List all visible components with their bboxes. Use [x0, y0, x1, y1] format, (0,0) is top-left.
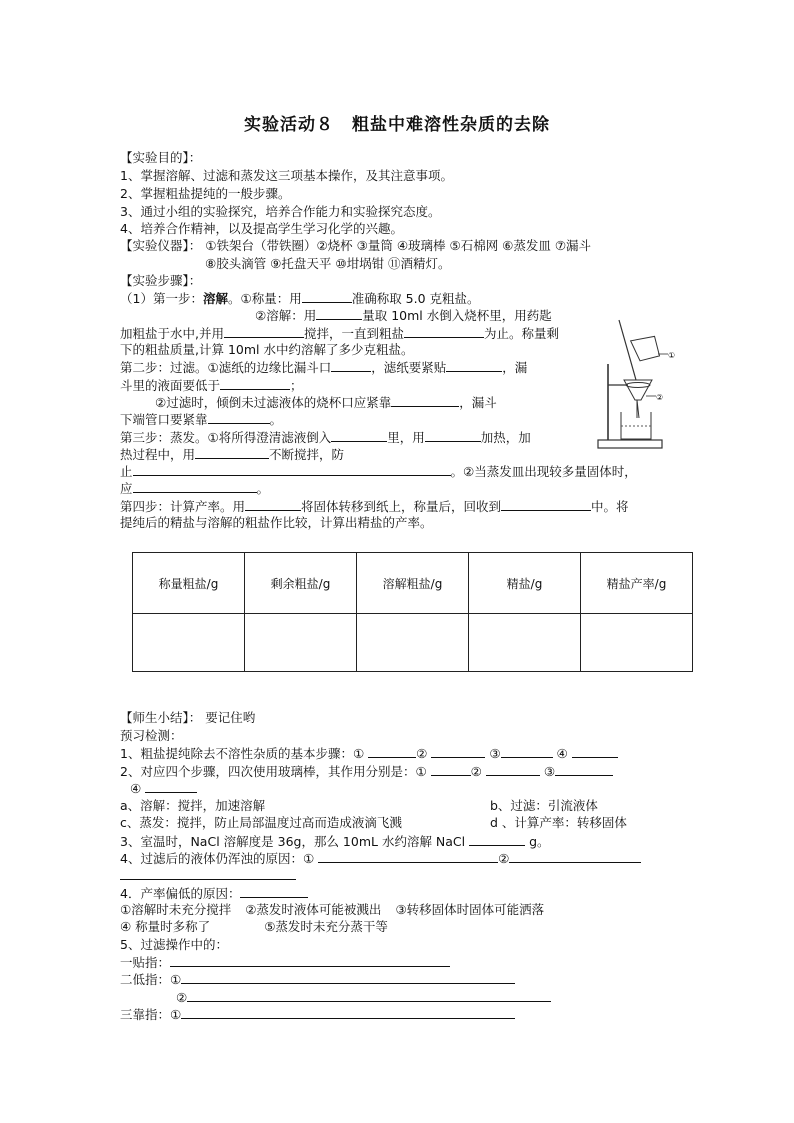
question-4: [120, 849, 641, 867]
summary-note: 要记住哟: [205, 710, 256, 725]
step3-text: 里，用: [387, 430, 425, 445]
step3-line: [120, 445, 344, 463]
blank[interactable]: [404, 324, 484, 338]
table-cell[interactable]: [245, 614, 357, 672]
question-3: [120, 832, 550, 850]
question-4b: [120, 884, 308, 902]
table-cell[interactable]: [581, 614, 693, 672]
blank[interactable]: [425, 428, 481, 442]
step2-text: 下端管口要紧靠: [120, 412, 208, 427]
step4-text: 第四步：计算产率。用: [120, 499, 246, 514]
step3-line: [120, 428, 531, 446]
step1-line: [255, 306, 552, 324]
step1-text: ②溶解：用: [255, 308, 317, 323]
step3-text: 热过程中，用: [120, 447, 196, 462]
purpose-item: 4、培养合作精神，以及提高学生学习化学的兴趣。: [120, 221, 403, 236]
question-text: 1、粗盐提纯除去不溶性杂质的基本步骤：①: [120, 746, 365, 761]
stand-base: [598, 440, 662, 448]
answer-d: d 、计算产率：转移固体: [490, 815, 627, 830]
reason-item: ①溶解时未充分搅拌: [120, 902, 232, 917]
step4-line: 提纯后的精盐与溶解的粗盐作比较，计算出精盐的产率。: [120, 515, 433, 530]
blank[interactable]: [316, 306, 362, 320]
step3-line: [120, 479, 269, 497]
blank[interactable]: [120, 866, 296, 880]
blank[interactable]: [431, 744, 485, 758]
answer-a: a、溶解：搅拌，加速溶解: [120, 798, 266, 813]
purpose-item: 2、掌握粗盐提纯的一般步骤。: [120, 186, 291, 201]
blank[interactable]: [145, 779, 197, 793]
step1-line: 下的粗盐质量,计算 10ml 水中约溶解了多少克粗盐。: [120, 342, 414, 357]
reason-item: ⑤蒸发时未充分蒸干等: [264, 919, 388, 934]
instruments-list: ①铁架台（带铁圈）②烧杯 ③量筒 ④玻璃棒 ⑤石棉网 ⑥蒸发皿 ⑦漏斗: [205, 238, 592, 253]
blank[interactable]: [331, 428, 387, 442]
step1-text: 为止。称量剩: [484, 326, 560, 341]
preview-heading: 预习检测：: [120, 728, 183, 743]
reason-item: ④ 称量时多称了: [120, 919, 211, 934]
table-header: 称量粗盐/g: [133, 553, 245, 614]
step2-text: 第二步：过滤。①滤纸的边缘比漏斗口: [120, 360, 332, 375]
question-text: 4、过滤后的液体仍浑浊的原因：①: [120, 851, 315, 866]
step1-text: 。①称量：用: [227, 291, 302, 306]
answer-b: b、过滤：引流液体: [490, 798, 598, 813]
question-text: ④: [130, 781, 142, 796]
step2-text: ；: [290, 378, 303, 393]
question-text: g。: [529, 834, 550, 849]
blank[interactable]: [431, 762, 471, 776]
step2-text: 。: [269, 412, 283, 427]
instruments-heading: 【实验仪器】：: [120, 238, 202, 253]
blank[interactable]: [220, 376, 290, 390]
blank[interactable]: [469, 832, 525, 846]
results-table: [132, 552, 693, 672]
blank[interactable]: [331, 358, 371, 372]
blank[interactable]: [181, 970, 515, 984]
table-header: 精盐/g: [469, 553, 581, 614]
sankao-line: [120, 1005, 515, 1023]
question-text: ③: [543, 764, 556, 779]
question-text: ④: [556, 746, 568, 761]
purpose-heading: 【实验目的】：: [120, 150, 202, 165]
apparatus-label: ②: [656, 393, 664, 402]
step1-text: 准确称取 5.0 克粗盐。: [351, 291, 480, 306]
blank[interactable]: [555, 762, 613, 776]
question-5: 5、过滤操作中的：: [120, 937, 228, 952]
instruments-list-cont: ⑧胶头滴管 ⑨托盘天平 ⑩坩埚钳 ⑪酒精灯。: [205, 256, 451, 271]
step2-line: [120, 376, 303, 394]
step4-line: [120, 497, 629, 515]
question-text: 三靠指：①: [120, 1007, 182, 1022]
blank[interactable]: [509, 849, 641, 863]
question-text: 二低指：①: [120, 972, 182, 987]
blank[interactable]: [208, 410, 270, 424]
purpose-item: 3、通过小组的实验探究，培养合作能力和实验探究态度。: [120, 204, 441, 219]
glass-rod: [619, 320, 636, 380]
step4-text: 中。将: [591, 499, 629, 514]
step3-text: 不断搅拌，防: [269, 447, 345, 462]
step1-text: 量取 10ml 水倒入烧杯里，用药匙: [362, 308, 552, 323]
step2-line: [120, 358, 527, 376]
step2-line: [155, 393, 497, 411]
blank[interactable]: [302, 289, 352, 303]
apparatus-label: ①: [668, 351, 676, 360]
blank[interactable]: [187, 988, 551, 1002]
blank[interactable]: [572, 744, 618, 758]
question-text: 2、对应四个步骤，四次使用玻璃棒，其作用分别是：①: [120, 764, 427, 779]
step3-text: 。②当蒸发皿出现较多量固体时，: [450, 464, 637, 479]
blank[interactable]: [133, 479, 257, 493]
step3-text: 止: [120, 464, 133, 479]
table-cell[interactable]: [357, 614, 469, 672]
blank[interactable]: [181, 1005, 515, 1019]
question-text: 4．产率偏低的原因：: [120, 886, 241, 901]
summary-heading: 【师生小结】：: [120, 710, 202, 725]
blank[interactable]: [368, 744, 416, 758]
step4-text: 将固体转移到纸上，称量后，回收到: [301, 499, 502, 514]
iron-ring: [626, 383, 650, 388]
step1-text: 加粗盐于水中,并用: [120, 326, 224, 341]
step2-text: ②过滤时，倾倒未过滤液体的烧杯口应紧靠: [155, 395, 392, 410]
erdi-line-2: [176, 988, 551, 1006]
blank[interactable]: [245, 497, 301, 511]
pouring-beaker: [631, 333, 662, 364]
yitie-line: [120, 953, 450, 971]
answer-c: c、蒸发：搅拌，防止局部温度过高而造成液滴飞溅: [120, 815, 402, 830]
step3-text: 应: [120, 481, 133, 496]
question-text: ②: [498, 851, 510, 866]
question-4-cont: [120, 866, 296, 884]
blank[interactable]: [391, 393, 459, 407]
step2-text: ，漏斗: [459, 395, 497, 410]
question-2-cont: [130, 779, 197, 797]
table-header: 剩余粗盐/g: [245, 553, 357, 614]
reason-item: ③转移固体时固体可能洒落: [395, 902, 545, 917]
step2-line: [120, 410, 282, 428]
question-text: ③: [489, 746, 501, 761]
table-header-row: [133, 553, 693, 614]
question-text: 一贴指：: [120, 955, 171, 970]
table-row: [133, 614, 693, 672]
blank[interactable]: [501, 497, 591, 511]
step1-text: 搅拌，一直到粗盐: [303, 326, 404, 341]
question-text: ②: [416, 746, 428, 761]
blank[interactable]: [240, 884, 308, 898]
step3-text: 。: [256, 481, 270, 496]
question-text: ②: [470, 764, 482, 779]
step1-title: 溶解: [202, 291, 228, 306]
question-2: [120, 762, 613, 780]
purpose-item: 1、掌握溶解、过滤和蒸发这三项基本操作，及其注意事项。: [120, 168, 453, 183]
table-header: 溶解粗盐/g: [357, 553, 469, 614]
blank[interactable]: [318, 849, 498, 863]
reason-line: [120, 901, 544, 918]
table-header: 精盐产率/g: [581, 553, 693, 614]
question-1: [120, 744, 618, 762]
step3-line: [120, 462, 637, 480]
reason-item: ②蒸发时液体可能被溅出: [245, 902, 382, 917]
step1-label: （1）第一步：: [120, 291, 203, 306]
blank[interactable]: [486, 762, 540, 776]
steps-heading: 【实验步骤】：: [120, 273, 202, 288]
blank[interactable]: [224, 324, 304, 338]
step2-text: ，漏: [502, 360, 528, 375]
step1-line: [120, 289, 480, 307]
blank[interactable]: [446, 358, 502, 372]
step2-text: ，滤纸要紧贴: [371, 360, 447, 375]
blank[interactable]: [501, 744, 553, 758]
page-title: 实验活动８ 粗盐中难溶性杂质的去除: [244, 115, 550, 135]
blank[interactable]: [195, 445, 269, 459]
step2-text: 斗里的液面要低于: [120, 378, 221, 393]
step3-text: 第三步：蒸发。①将所得澄清滤液倒入: [120, 430, 332, 445]
filtration-apparatus-illustration: [596, 318, 676, 450]
question-text: 3、室温时，NaCl 溶解度是 36g，那么 10mL 水约溶解 NaCl: [120, 834, 466, 849]
table-cell[interactable]: [469, 614, 581, 672]
table-cell[interactable]: [133, 614, 245, 672]
blank[interactable]: [133, 462, 451, 476]
erdi-line: [120, 970, 515, 988]
step1-line: [120, 324, 559, 342]
summary-heading-line: [120, 709, 255, 726]
question-text: ②: [176, 990, 188, 1005]
instruments-line: [120, 237, 591, 254]
reason-line: [120, 918, 388, 935]
blank[interactable]: [170, 953, 450, 967]
step3-text: 加热，加: [480, 430, 531, 445]
